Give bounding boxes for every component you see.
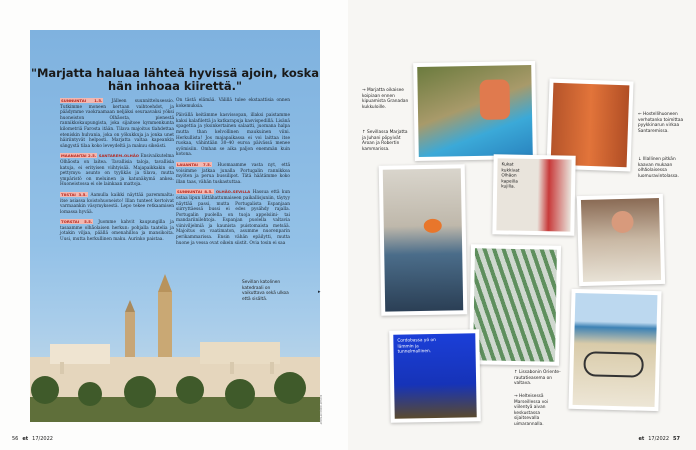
issue-number: 17/2022 — [32, 436, 53, 442]
place-label: SANTAREM–OLHÃO — [98, 153, 139, 159]
folio-left — [12, 436, 53, 442]
paragraph — [60, 192, 174, 215]
caption-left-1: → Marjatta oikaisee koipiaan ennen kipuamista Granadan kukkuloille. — [362, 88, 409, 110]
paragraph-text: Päivällä keitämme kasvissopan, illaksi paistamme kaksi kalafilettä ja katkarapuja kasvispedillä. Lisänä spagettia ja yksinkertainen salaatti, juomana halpa mutta than kelvollinen maukuinen viini. Herkullista! Jos majapaikassa ei voi laittaa itse ruokaa, vähintään 30–40 euroa päivässä menee syömisiin. Omhan se aika paljon enemmän kuin kotona. — [176, 113, 290, 158]
photo-beach-bike — [568, 289, 661, 411]
date-tag: SUNNUNTAI 1.5. — [61, 98, 103, 103]
paragraph — [176, 189, 290, 246]
paragraph-text: Huomaamme vasta nyt, että voisimme jatkaa junalla Portugalin rannikkoa myöten ja perua bussilipot. Tätä häätämme koko illan taas, vähän tuskastuttaa. — [176, 162, 291, 185]
magazine-logo: et — [638, 436, 645, 442]
page-number: 57 — [673, 436, 680, 442]
photo-station — [469, 244, 561, 366]
caption-bottom-1: ↑ Lissabonin Oriente-rautatieasema on valtava. — [514, 370, 561, 387]
caption-right-1: ← Hostellihuoneen verhotanko toimittaa pyykkinarun virkaa Santaremissa. — [638, 112, 684, 134]
date-tag: TORSTAI 5.5. — [61, 219, 93, 225]
text-column-1 — [60, 98, 174, 247]
right-page — [348, 0, 696, 450]
text-column-2 — [176, 98, 290, 250]
paragraph — [60, 153, 174, 188]
photo-hammock — [413, 61, 537, 161]
date-tag: MAANANTAI 2.5. — [61, 153, 97, 159]
flowers-caption: Kukat kukkivat Olhãon kapeilla kujilla. — [501, 162, 520, 191]
paragraph-text: On tästä elämää. Välillä tulee ekstaattisia onnen kokemuksia. — [176, 98, 290, 109]
night-caption: Cordobassa yö on lämmin ja tunnelmallinen. — [397, 337, 436, 355]
caption-bottom-2: → Helteisessä Marseillessa voi viilentyä aivan keskustassa sijaitsevalla uimarannalla. — [514, 394, 549, 427]
photo-dinner — [577, 194, 665, 286]
paragraph-text: Hassua että kun ostaa lipun lättähattumaiseen paikallisjuniin, täytyy näyttää passi, mutta Portugalista Espanjaan siirryttäessä bussi ei edes pysähdy rajalla. Portugalin puolella on tuoja appelsiini- tai mandariinilehtoja. Espanjan puolella valtavia viiniviljelmiä ja kaunista puistomaista metsää. Majoitus on vaatimaton, asumme nuorenparin perikammarissa. Ensin vähän epäilytti, mutta huone ja vessa ovat oikein siistit. Ovia tosin ei saa — [176, 190, 291, 246]
cathedral-caption: Sevillan katolinen katedraali on vaikuttava sekä ulkoa että sisältä. — [242, 280, 289, 302]
paragraph-text: Jälleen suunnittelusessio. Tutkimme moneen kertaan vaihtoehdot, ja päädymme vaokraamaan neljäksi seuraavaksi yöksi huoneiston Olhãosta, pienestä rannikkokaupungista, joka sijaitsee kymmenkunta kilometriä Farosta itään. Tilava majoitus tlahdettaa eteniskin hulvania, joka on yökukkuja ja jonka unet häiriintyvät helposti. Marjatta valtaa kapeankin sängystä tilaa koko leveydeltä ja makuu sikeästi. — [60, 99, 174, 149]
paragraph — [176, 98, 290, 109]
page-number: 56 — [12, 436, 19, 442]
paragraph-text: Aamulla kaikki näyttää paremmalta: itse asiassa koistohuoneisto! Illan tunteet kertoivat varmaankin väsymyksestä. Lepo tekee retkaamisen lomassa hyvää. — [60, 192, 174, 215]
issue-number: 17/2022 — [648, 436, 670, 442]
caption-right-2: ↓ Illallinen pitkän kaavan mukaan olhãolaisessa luomuravintolassa. — [638, 157, 679, 179]
date-tag: LAUANTAI 7.5. — [177, 161, 212, 167]
place-label: OLHÃO–SEVILLA — [215, 189, 251, 195]
paragraph — [176, 113, 290, 158]
hero-image-sky — [30, 30, 320, 422]
photo-night-cordoba — [389, 329, 481, 423]
paragraph-text: Juomme kahvit kaupungilla ja tasaamme olhãolaisen herkun: pohjalla taatelia ja jotakin viljaa, päällä omenahilloa ja mansikoita. Uusi, mutta herkullinen maku. Aurinko paistaa. — [60, 220, 174, 243]
paragraph — [60, 98, 174, 149]
photo-group — [379, 164, 468, 315]
paragraph-text: Ensivaikutelma Olhãosta on laitea. Tavallisia taloja, tavallisia katuja, ei erityisen viihtyisää. Majapaikkakin on pettymys: asunto on tyylikäs ja tilava, mutta ympäristö on meluinen ja katunäkymä ankea. Huoneistossa ei ole lainkaan mattoja. — [60, 154, 174, 188]
paragraph — [176, 162, 290, 185]
date-tag: SUNNUNTAI 8.5. — [177, 189, 213, 195]
continue-arrow-icon: ▸ — [318, 289, 321, 295]
paragraph — [60, 219, 174, 242]
seville-cathedral-image — [30, 272, 320, 422]
caption-left-2: ↑ Sevillassa Marjatta ja Juhani pöpyivät Aroan ja Robertin kammarissa. — [362, 130, 408, 152]
photo-flowers — [492, 154, 575, 235]
date-tag: TIISTAI 3.5. — [61, 191, 87, 197]
headline: "Marjatta haluaa lähteä hyvissä ajoin, koska hän inhoaa kiirettä." — [30, 66, 320, 93]
magazine-logo: et — [22, 436, 29, 442]
photo-credit: KUVAT KIRJOITTAJAT — [319, 395, 323, 425]
folio-right — [634, 436, 684, 442]
